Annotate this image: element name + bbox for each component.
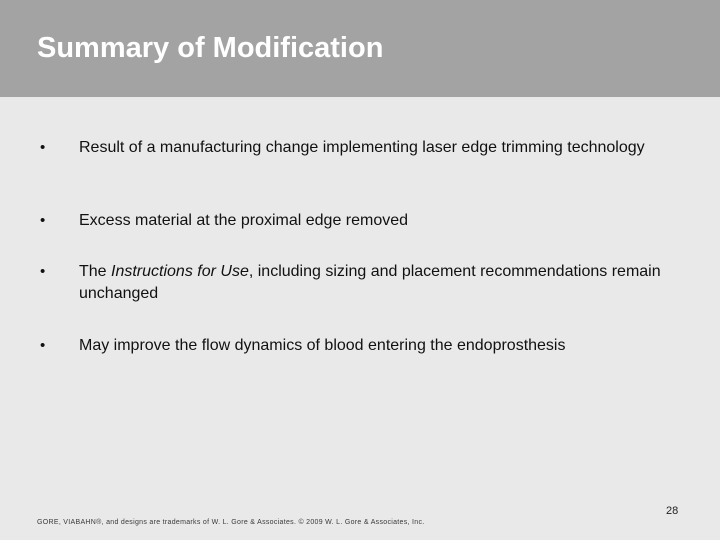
bullet-marker: • [40,337,46,354]
slide-title: Summary of Modification [37,32,384,64]
bullet-marker: • [40,139,46,156]
bullet-text-suffix: , including sizing and placement recommendations remain unchanged [79,263,661,302]
bullet-text [79,261,689,305]
bullet-marker: • [40,263,46,280]
trademark-footer: GORE, VIABAHN®, and designs are trademarks of W. L. Gore & Associates. © 2009 W. L. Gore & Associates, Inc. [37,519,425,526]
page-number: 28 [666,505,679,517]
bullet-text: Result of a manufacturing change implementing laser edge trimming technology [79,139,645,156]
title-bar [0,0,720,97]
bullet-text: May improve the flow dynamics of blood entering the endoprosthesis [79,337,566,354]
bullet-text-prefix: The [79,263,112,280]
bullet-text: Excess material at the proximal edge removed [79,212,409,229]
bullet-marker: • [40,212,46,229]
instructions-for-use-emphasis: Instructions for Use [111,263,249,280]
